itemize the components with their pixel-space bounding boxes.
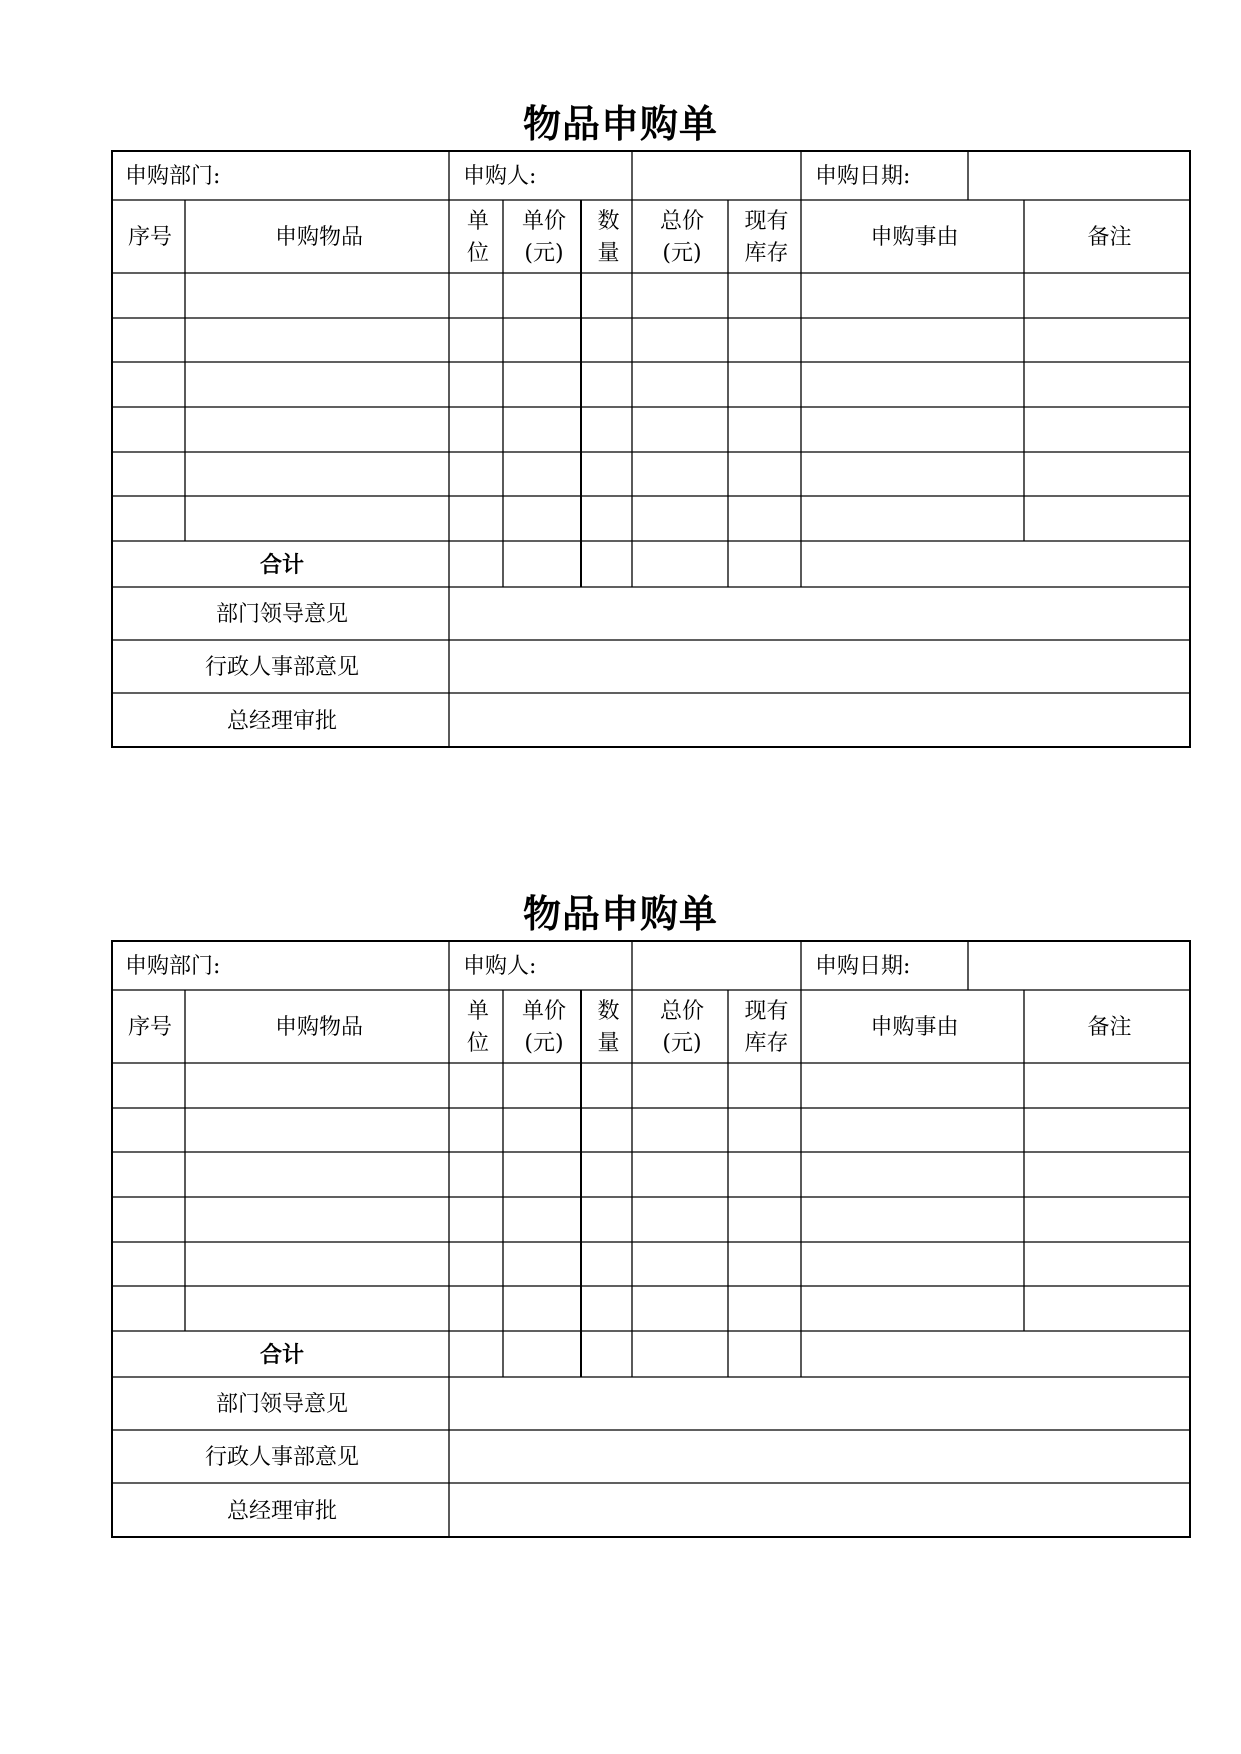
col-unit: 单 位	[466, 209, 489, 266]
col-price: 单价 (元)	[521, 999, 566, 1056]
date-field[interactable]	[970, 942, 1193, 992]
dept-label: 申购部门:	[125, 164, 221, 189]
applicant-label: 申购人:	[463, 164, 537, 189]
col-reason: 申购事由	[870, 225, 959, 250]
date-label: 申购日期:	[815, 164, 911, 189]
approval-dept-leader: 部门领导意见	[215, 1392, 348, 1417]
col-remark: 备注	[1087, 1015, 1132, 1040]
col-reason: 申购事由	[870, 1015, 959, 1040]
col-no: 序号	[127, 1015, 172, 1040]
approval-general-manager: 总经理审批	[226, 1499, 337, 1524]
form-title: 物品申购单	[522, 892, 718, 936]
col-qty: 数 量	[597, 999, 620, 1056]
col-remark: 备注	[1087, 225, 1132, 250]
col-total: 总价 (元)	[659, 999, 704, 1056]
form-table	[111, 940, 1191, 1538]
approval-dept-leader: 部门领导意见	[215, 602, 348, 627]
form-title: 物品申购单	[522, 102, 718, 146]
approval-admin-hr: 行政人事部意见	[204, 655, 359, 680]
approval-general-manager: 总经理审批	[226, 709, 337, 734]
date-label: 申购日期:	[815, 954, 911, 979]
col-no: 序号	[127, 225, 172, 250]
approval-admin-hr: 行政人事部意见	[204, 1445, 359, 1470]
form-table	[111, 150, 1191, 748]
applicant-field[interactable]	[634, 942, 803, 992]
dept-label: 申购部门:	[125, 954, 221, 979]
applicant-label: 申购人:	[463, 954, 537, 979]
applicant-field[interactable]	[634, 152, 803, 202]
col-total: 总价 (元)	[659, 209, 704, 266]
date-field[interactable]	[970, 152, 1193, 202]
total-label: 合计	[259, 553, 304, 578]
col-item: 申购物品	[274, 225, 363, 250]
col-unit: 单 位	[466, 999, 489, 1056]
col-stock: 现有 库存	[744, 209, 789, 266]
col-qty: 数 量	[597, 209, 620, 266]
col-price: 单价 (元)	[521, 209, 566, 266]
col-item: 申购物品	[274, 1015, 363, 1040]
col-stock: 现有 库存	[744, 999, 789, 1056]
total-label: 合计	[259, 1343, 304, 1368]
